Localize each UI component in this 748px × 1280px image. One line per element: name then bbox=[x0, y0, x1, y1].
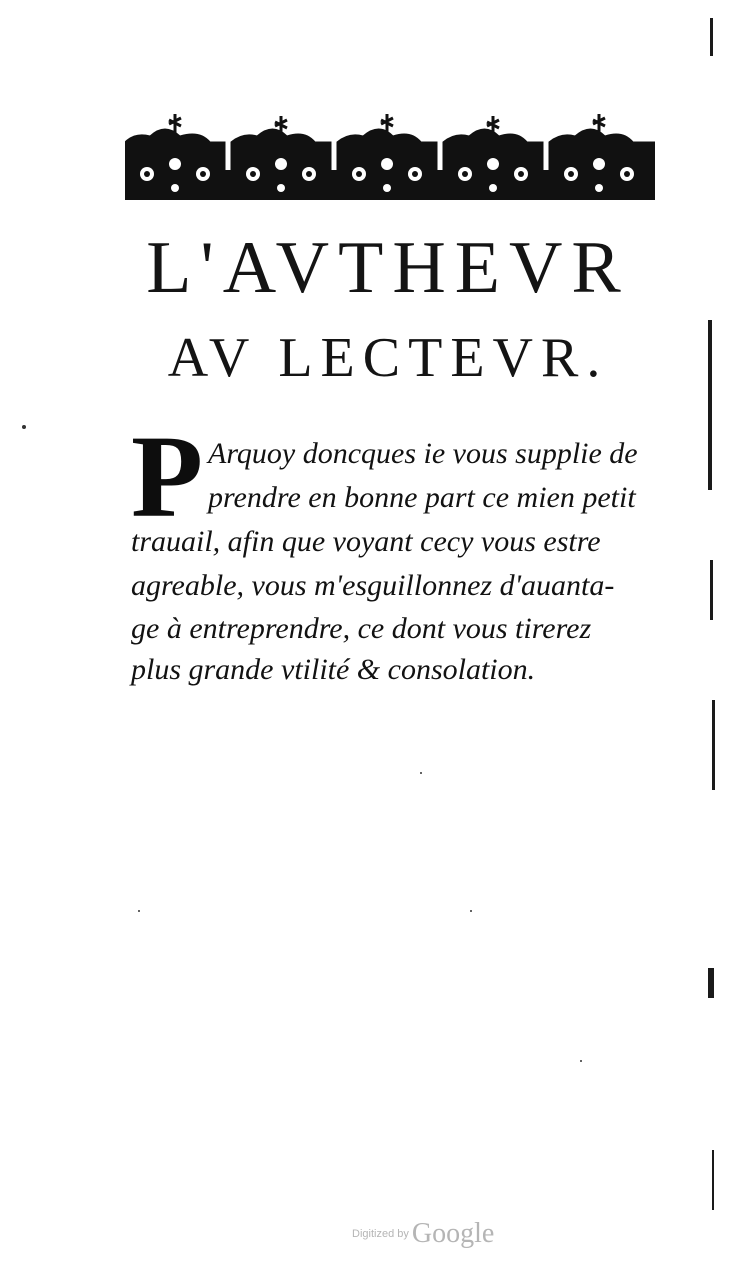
drop-cap: P bbox=[131, 411, 204, 542]
scan-speck bbox=[138, 910, 140, 912]
page-edge-mark bbox=[708, 968, 714, 998]
google-logo: Google bbox=[411, 1218, 495, 1249]
scan-speck bbox=[22, 425, 26, 429]
page-edge-mark bbox=[708, 320, 712, 490]
page-edge-mark bbox=[710, 560, 713, 620]
scan-speck bbox=[470, 910, 472, 912]
ornament-headpiece bbox=[125, 112, 655, 202]
page-subtitle: AV LECTEVR. bbox=[167, 327, 609, 389]
body-line: plus grande vtilité & consolation. bbox=[131, 653, 536, 686]
page-edge-mark bbox=[712, 700, 715, 790]
body-line: Arquoy doncques ie vous supplie de bbox=[208, 437, 638, 470]
google-watermark bbox=[352, 1218, 532, 1248]
page-edge-mark bbox=[710, 18, 713, 56]
body-line: agreable, vous m'esguillonnez d'auanta- bbox=[131, 569, 615, 602]
body-line: ge à entreprendre, ce dont vous tirerez bbox=[131, 612, 592, 645]
watermark-prefix: Digitized by bbox=[352, 1228, 409, 1240]
scan-speck bbox=[420, 772, 422, 774]
page-title: L'AVTHEVR bbox=[146, 227, 630, 309]
body-line: trauail, afin que voyant cecy vous estre bbox=[131, 525, 601, 558]
page-edge-mark bbox=[712, 1150, 714, 1210]
body-line: prendre en bonne part ce mien petit bbox=[208, 481, 636, 514]
scan-speck bbox=[580, 1060, 582, 1062]
